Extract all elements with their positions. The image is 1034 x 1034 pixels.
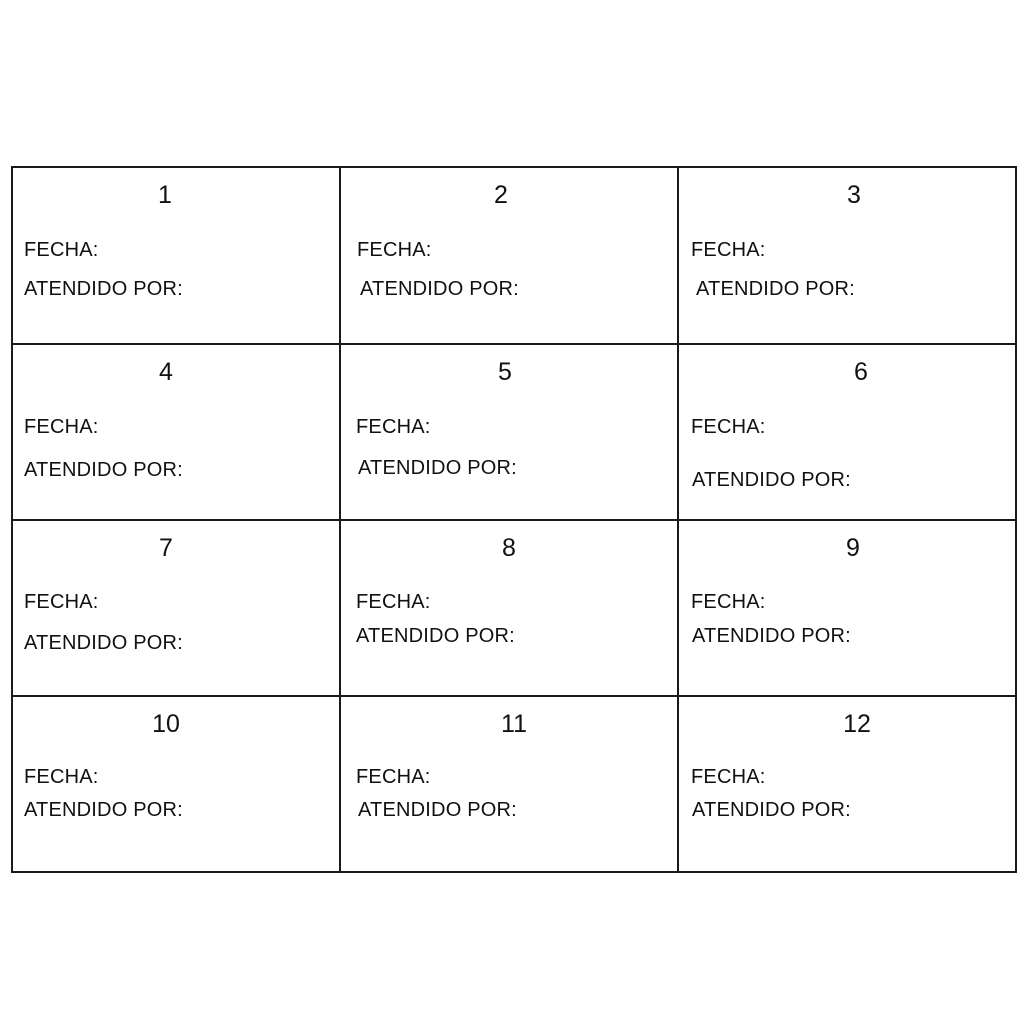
card-2 (341, 168, 679, 345)
card-number: 6 (854, 358, 868, 386)
fecha-label: FECHA: (691, 766, 766, 788)
atendido-por-label: ATENDIDO POR: (358, 799, 517, 821)
card-number: 3 (847, 181, 861, 209)
atendido-por-label: ATENDIDO POR: (24, 278, 183, 300)
atendido-por-label: ATENDIDO POR: (24, 459, 183, 481)
card-6 (679, 345, 1015, 521)
card-number: 9 (846, 534, 860, 562)
fecha-label: FECHA: (356, 591, 431, 613)
card-9 (679, 521, 1015, 697)
fecha-label: FECHA: (691, 591, 766, 613)
fecha-label: FECHA: (691, 416, 766, 438)
card-number: 8 (502, 534, 516, 562)
fecha-label: FECHA: (691, 239, 766, 261)
card-8 (341, 521, 679, 697)
card-3 (679, 168, 1015, 345)
fecha-label: FECHA: (24, 416, 99, 438)
atendido-por-label: ATENDIDO POR: (696, 278, 855, 300)
fecha-label: FECHA: (24, 766, 99, 788)
atendido-por-label: ATENDIDO POR: (24, 799, 183, 821)
fecha-label: FECHA: (24, 239, 99, 261)
atendido-por-label: ATENDIDO POR: (356, 625, 515, 647)
atendido-por-label: ATENDIDO POR: (360, 278, 519, 300)
atendido-por-label: ATENDIDO POR: (358, 457, 517, 479)
card-number: 1 (158, 181, 172, 209)
atendido-por-label: ATENDIDO POR: (692, 799, 851, 821)
card-number: 12 (843, 710, 871, 738)
card-1 (13, 168, 341, 345)
atendido-por-label: ATENDIDO POR: (692, 625, 851, 647)
card-number: 11 (501, 710, 527, 738)
fecha-label: FECHA: (24, 591, 99, 613)
card-number: 4 (159, 358, 173, 386)
card-4 (13, 345, 341, 521)
fecha-label: FECHA: (357, 239, 432, 261)
card-10 (13, 697, 341, 871)
card-number: 7 (159, 534, 173, 562)
fecha-label: FECHA: (356, 416, 431, 438)
atendido-por-label: ATENDIDO POR: (24, 632, 183, 654)
atendido-por-label: ATENDIDO POR: (692, 469, 851, 491)
card-5 (341, 345, 679, 521)
card-number: 10 (152, 710, 180, 738)
attendance-card-grid (11, 166, 1017, 873)
card-number: 5 (498, 358, 512, 386)
card-7 (13, 521, 341, 697)
fecha-label: FECHA: (356, 766, 431, 788)
card-12 (679, 697, 1015, 871)
card-11 (341, 697, 679, 871)
card-number: 2 (494, 181, 508, 209)
